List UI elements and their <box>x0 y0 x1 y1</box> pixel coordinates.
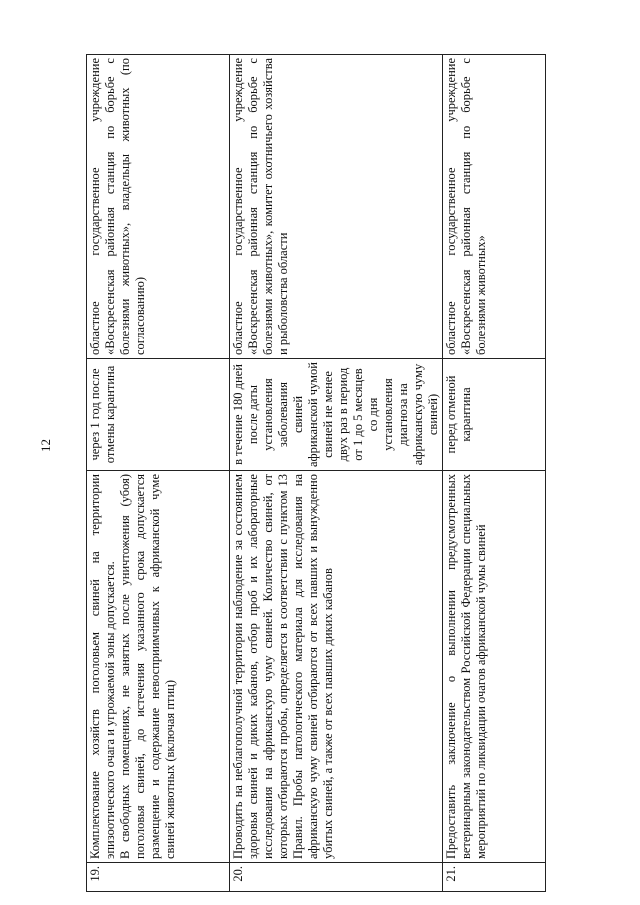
measure-cell <box>230 471 443 863</box>
measure-cell <box>87 471 230 863</box>
row-number: 20. <box>230 863 443 892</box>
row-number: 19. <box>87 863 230 892</box>
measure-paragraph: Предоставить заключение о выполнении предусмотренных ветеринарным законодательством Российской Федерации специальных мероприятий по ликвидации очагов африканской чумы свиней <box>444 474 488 859</box>
measure-paragraph: Проводить на неблагополучной территории наблюдение за состоянием здоровья свиней и диких кабанов, отбор проб и их лабораторные исследования на африканскую чуму свиней. Количество свиней, от которых отбираются пробы, определяется в соответствии с пунктом 13 Правил. Пробы патологического материала для исследования на африканскую чуму свиней отбираются от всех павших и вынужденно убитых свиней, а также от всех павших диких кабанов <box>231 474 335 859</box>
deadline-cell: в течение 180 дней после даты установления заболевания свиней африканской чумой свиней не менее двух раз в период от 1 до 5 месяцев со дня установления диагноза на африканскую чуму свиней) <box>230 359 443 471</box>
rotated-table-frame <box>86 54 522 892</box>
row-number: 21. <box>443 863 546 892</box>
table-row <box>87 55 230 892</box>
measures-table <box>86 54 546 892</box>
page-number: 12 <box>38 439 53 452</box>
responsible-cell: областное государственное учреждение «Воскресенская районная станция по борьбе с болезнями животных», комитет охотничьего хозяйства и рыболовства области <box>230 55 443 359</box>
responsible-cell: областное государственное учреждение «Воскресенская районная станция по борьбе с болезнями животных», владельцы животных (по согласованию) <box>87 55 230 359</box>
responsible-cell: областное государственное учреждение «Воскресенская районная станция по борьбе с болезнями животных» <box>443 55 546 359</box>
measure-cell <box>443 471 546 863</box>
deadline-cell: перед отменой карантина <box>443 359 546 471</box>
measure-paragraph: Комплектование хозяйств поголовьем свиней на территории эпизоотического очага и угрожаемой зоны допускается. <box>88 474 117 859</box>
measure-paragraph: В свободных помещениях, не занятых после уничтожения (убоя) поголовья свиней, до истечения указанного срока допускается размещение и содержание невосприимчивых к африканской чуме свиней животных (включая птиц) <box>118 474 177 859</box>
table-row <box>230 55 443 892</box>
deadline-cell: через 1 год после отмены карантина <box>87 359 230 471</box>
table-row <box>443 55 546 892</box>
